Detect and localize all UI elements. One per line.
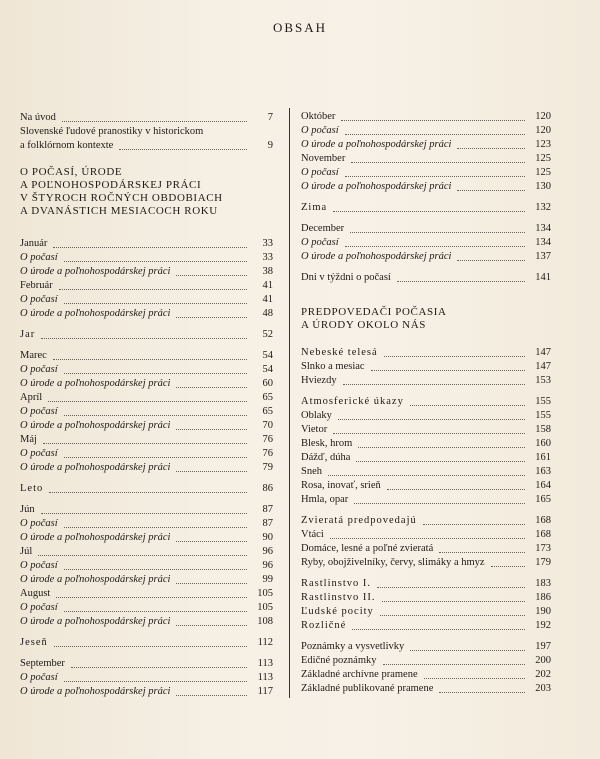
toc-entry-label: O počasí: [20, 518, 58, 529]
dot-leader: [341, 119, 525, 121]
toc-entry: [20, 376, 273, 390]
toc-entry: [20, 124, 273, 138]
toc-page-number: 164: [535, 480, 551, 491]
toc-entry: [301, 653, 551, 667]
toc-page-number: 96: [262, 560, 273, 571]
column-divider: [289, 108, 290, 698]
toc-entry-label: August: [20, 588, 51, 599]
toc-page-number: 147: [535, 347, 551, 358]
toc-entry-label: Dážď, dúha: [301, 452, 351, 463]
toc-page-number: 54: [262, 350, 273, 361]
toc-page-number: 202: [535, 669, 551, 680]
toc-entry-label: Jar: [20, 329, 36, 340]
toc-entry: [301, 408, 551, 422]
toc-entry-label: O počasí: [20, 448, 58, 459]
dot-leader: [424, 677, 525, 679]
toc-entry: [20, 544, 273, 558]
toc-page-number: 203: [535, 683, 551, 694]
toc-page-number: 134: [535, 223, 551, 234]
toc-entry: [301, 422, 551, 436]
toc-entry: [301, 478, 551, 492]
toc-entry-label: Sneh: [301, 466, 322, 477]
dot-leader: [457, 189, 525, 191]
toc-entry-label: Domáce, lesné a poľné zvieratá: [301, 543, 434, 554]
dot-leader: [457, 259, 525, 261]
toc-page-number: 153: [535, 375, 551, 386]
toc-page-number: 134: [535, 237, 551, 248]
toc-entry: [301, 151, 551, 165]
toc-page-number: 165: [535, 494, 551, 505]
toc-entry-label: Rastlinstvo I.: [301, 578, 372, 589]
toc-entry-label: O počasí: [20, 364, 58, 375]
dot-leader: [41, 512, 247, 514]
toc-entry-label: Ľudské pocity: [301, 606, 374, 617]
toc-entry: [301, 464, 551, 478]
toc-page-number: 192: [535, 620, 551, 631]
toc-entry: [301, 527, 551, 541]
toc-entry: [301, 492, 551, 506]
toc-page-number: 79: [262, 462, 273, 473]
toc-page-number: 65: [262, 392, 273, 403]
toc-entry: [20, 278, 273, 292]
toc-page-number: 99: [262, 574, 273, 585]
dot-leader: [176, 428, 247, 430]
toc-page-number: 33: [262, 238, 273, 249]
toc-entry-label: Blesk, hrom: [301, 438, 353, 449]
toc-entry-label: Ryby, obojživelníky, červy, slimáky a hmyz: [301, 557, 485, 568]
toc-entry-label: O úrode a poľnohospodárskej práci: [301, 251, 452, 262]
dot-leader: [64, 568, 247, 570]
toc-entry-label: Dni v týždni o počasí: [301, 272, 391, 283]
toc-page-number: 125: [535, 167, 551, 178]
toc-page-number: 183: [535, 578, 551, 589]
toc-entry: [301, 235, 551, 249]
toc-entry-label: Máj: [20, 434, 37, 445]
dot-leader: [328, 474, 525, 476]
toc-entry: [20, 327, 273, 341]
toc-page-number: 163: [535, 466, 551, 477]
toc-entry: [20, 460, 273, 474]
dot-leader: [64, 414, 247, 416]
toc-page-number: 38: [262, 266, 273, 277]
toc-page-number: 120: [535, 125, 551, 136]
dot-leader: [371, 369, 525, 371]
toc-page-number: 96: [262, 546, 273, 557]
toc-entry-label: O počasí: [301, 167, 339, 178]
toc-entry: [301, 345, 551, 359]
dot-leader: [350, 231, 525, 233]
toc-entry: [20, 138, 273, 152]
toc-page-number: 125: [535, 153, 551, 164]
dot-leader: [176, 274, 247, 276]
toc-entry-label: O počasí: [20, 406, 58, 417]
toc-entry: [20, 530, 273, 544]
toc-page-number: 112: [257, 637, 273, 648]
toc-entry: [301, 123, 551, 137]
dot-leader: [410, 404, 525, 406]
toc-entry: [20, 670, 273, 684]
toc-entry-label: Vtáci: [301, 529, 324, 540]
toc-entry: [20, 600, 273, 614]
dot-leader: [345, 133, 525, 135]
toc-page-number: 86: [262, 483, 273, 494]
dot-leader: [41, 337, 247, 339]
toc-page-number: 76: [262, 434, 273, 445]
toc-page-number: 179: [535, 557, 551, 568]
toc-entry: [301, 576, 551, 590]
section-heading-line: A DVANÁSTICH MESIACOCH ROKU: [20, 205, 218, 217]
dot-leader: [457, 147, 525, 149]
toc-page-number: 90: [262, 532, 273, 543]
toc-entry: [20, 614, 273, 628]
toc-page-number: 60: [262, 378, 273, 389]
toc-entry: [301, 109, 551, 123]
dot-leader: [64, 456, 247, 458]
toc-entry: [301, 165, 551, 179]
dot-leader: [209, 135, 247, 136]
toc-entry-label: Júl: [20, 546, 33, 557]
dot-leader: [383, 663, 525, 665]
toc-entry-label: Január: [20, 238, 48, 249]
toc-entry-label: Atmosferické úkazy: [301, 396, 404, 407]
toc-entry: [301, 270, 551, 284]
toc-entry-label: September: [20, 658, 65, 669]
toc-entry: [20, 481, 273, 495]
toc-page-number: 160: [535, 438, 551, 449]
toc-entry-label: O počasí: [20, 560, 58, 571]
toc-entry-label: O úrode a poľnohospodárskej práci: [301, 181, 452, 192]
toc-entry: [20, 572, 273, 586]
toc-entry: [301, 221, 551, 235]
toc-entry-label: Leto: [20, 483, 44, 494]
section-heading-line: PREDPOVEDAČI POČASIA: [301, 306, 447, 318]
toc-page-number: 155: [535, 410, 551, 421]
toc-entry-label: Jeseň: [20, 637, 48, 648]
dot-leader: [176, 582, 247, 584]
toc-page-number: 173: [535, 543, 551, 554]
toc-entry-label: O úrode a poľnohospodárskej práci: [301, 139, 452, 150]
section-heading-line: O POČASÍ, ÚRODE: [20, 166, 123, 178]
toc-entry: [301, 604, 551, 618]
dot-leader: [64, 302, 247, 304]
dot-leader: [384, 355, 525, 357]
toc-entry: [20, 236, 273, 250]
toc-entry-label: Rosa, inovať, srieň: [301, 480, 381, 491]
toc-entry: [20, 362, 273, 376]
dot-leader: [43, 442, 247, 444]
toc-entry: [301, 359, 551, 373]
dot-leader: [119, 148, 247, 150]
dot-leader: [62, 120, 247, 122]
toc-entry-label: Základné archívne pramene: [301, 669, 418, 680]
toc-page-number: 108: [257, 616, 273, 627]
toc-entry: [301, 373, 551, 387]
dot-leader: [356, 460, 525, 462]
toc-entry-label: Zima: [301, 202, 328, 213]
toc-entry: [301, 450, 551, 464]
toc-entry: [301, 200, 551, 214]
toc-page-number: 105: [257, 588, 273, 599]
dot-leader: [358, 446, 525, 448]
dot-leader: [64, 372, 247, 374]
toc-entry-label: November: [301, 153, 346, 164]
toc-page-number: 52: [262, 329, 273, 340]
dot-leader: [64, 526, 247, 528]
section-heading-line: A POĽNOHOSPODÁRSKEJ PRÁCI: [20, 179, 202, 191]
toc-entry-label: Hmla, opar: [301, 494, 349, 505]
toc-page-number: 7: [267, 112, 273, 123]
toc-page-number: 113: [257, 672, 273, 683]
toc-entry-label: a folklórnom kontexte: [20, 140, 114, 151]
toc-entry-label: Vietor: [301, 424, 328, 435]
dot-leader: [343, 383, 525, 385]
toc-entry: [301, 436, 551, 450]
toc-page-number: 161: [535, 452, 551, 463]
toc-entry: [301, 394, 551, 408]
dot-leader: [53, 246, 247, 248]
toc-entry-label: O počasí: [20, 294, 58, 305]
toc-entry-label: O počasí: [20, 672, 58, 683]
toc-entry-label: Rozličné: [301, 620, 347, 631]
dot-leader: [71, 666, 247, 668]
toc-entry-label: Základné publikované pramene: [301, 683, 434, 694]
toc-entry-label: Na úvod: [20, 112, 56, 123]
toc-page-number: 48: [262, 308, 273, 319]
toc-entry: [20, 558, 273, 572]
dot-leader: [64, 680, 247, 682]
dot-leader: [64, 260, 247, 262]
dot-leader: [387, 488, 525, 490]
dot-leader: [49, 491, 247, 493]
dot-leader: [333, 210, 525, 212]
toc-page-number: 132: [535, 202, 551, 213]
toc-entry: [301, 137, 551, 151]
dot-leader: [333, 432, 525, 434]
dot-leader: [64, 610, 247, 612]
dot-leader: [176, 470, 247, 472]
toc-entry-label: O počasí: [301, 125, 339, 136]
toc-page-number: 113: [257, 658, 273, 669]
toc-page-number: 190: [535, 606, 551, 617]
toc-entry-label: O počasí: [20, 602, 58, 613]
toc-entry: [301, 249, 551, 263]
toc-entry-label: O úrode a poľnohospodárskej práci: [20, 308, 171, 319]
toc-entry: [301, 513, 551, 527]
toc-entry-label: O úrode a poľnohospodárskej práci: [20, 574, 171, 585]
dot-leader: [354, 502, 525, 504]
toc-entry: [20, 292, 273, 306]
toc-page-number: 65: [262, 406, 273, 417]
dot-leader: [352, 628, 525, 630]
toc-entry-label: Oblaky: [301, 410, 332, 421]
toc-page-number: 54: [262, 364, 273, 375]
toc-page-number: 155: [535, 396, 551, 407]
dot-leader: [53, 358, 247, 360]
toc-page-number: 87: [262, 504, 273, 515]
toc-entry-label: Október: [301, 111, 336, 122]
toc-page-number: 141: [535, 272, 551, 283]
toc-entry-label: Apríl: [20, 392, 43, 403]
dot-leader: [423, 523, 525, 525]
toc-page-number: 105: [257, 602, 273, 613]
toc-entry: [20, 656, 273, 670]
toc-page-number: 33: [262, 252, 273, 263]
section-heading-line: V ŠTYROCH ROČNÝCH OBDOBIACH: [20, 192, 223, 204]
toc-entry-label: Jún: [20, 504, 35, 515]
dot-leader: [338, 418, 525, 420]
dot-leader: [345, 245, 525, 247]
toc-page-number: 137: [535, 251, 551, 262]
toc-entry: [301, 639, 551, 653]
toc-entry: [20, 418, 273, 432]
dot-leader: [345, 175, 525, 177]
toc-entry: [20, 110, 273, 124]
dot-leader: [410, 649, 525, 651]
toc-entry-label: Poznámky a vysvetlivky: [301, 641, 405, 652]
toc-entry-label: O úrode a poľnohospodárskej práci: [20, 686, 171, 697]
toc-page-number: 9: [267, 140, 273, 151]
toc-entry: [20, 348, 273, 362]
toc-entry: [20, 502, 273, 516]
dot-leader: [176, 694, 247, 696]
toc-entry: [20, 264, 273, 278]
toc-entry: [301, 590, 551, 604]
toc-entry-label: O úrode a poľnohospodárskej práci: [20, 532, 171, 543]
toc-entry: [301, 667, 551, 681]
toc-page-number: 186: [535, 592, 551, 603]
dot-leader: [351, 161, 525, 163]
toc-page-number: 168: [535, 515, 551, 526]
dot-leader: [491, 565, 525, 567]
dot-leader: [48, 400, 247, 402]
dot-leader: [439, 691, 525, 693]
toc-entry: [20, 446, 273, 460]
dot-leader: [176, 386, 247, 388]
toc-entry-label: Rastlinstvo II.: [301, 592, 376, 603]
toc-entry-label: Slnko a mesiac: [301, 361, 365, 372]
toc-entry-label: O počasí: [20, 252, 58, 263]
dot-leader: [176, 540, 247, 542]
toc-page-number: 87: [262, 518, 273, 529]
toc-page-number: 197: [535, 641, 551, 652]
toc-page-number: 120: [535, 111, 551, 122]
toc-entry: [20, 250, 273, 264]
toc-entry: [20, 432, 273, 446]
dot-leader: [59, 288, 247, 290]
dot-leader: [176, 316, 247, 318]
toc-page-number: 41: [262, 280, 273, 291]
toc-page-number: 117: [257, 686, 273, 697]
toc-entry-label: O úrode a poľnohospodárskej práci: [20, 420, 171, 431]
dot-leader: [56, 596, 247, 598]
toc-page-number: 158: [535, 424, 551, 435]
toc-entry: [20, 404, 273, 418]
toc-page-number: 76: [262, 448, 273, 459]
dot-leader: [176, 624, 247, 626]
toc-entry: [301, 555, 551, 569]
toc-entry-label: December: [301, 223, 345, 234]
toc-page-number: 123: [535, 139, 551, 150]
toc-entry: [20, 306, 273, 320]
dot-leader: [377, 586, 525, 588]
toc-page-number: 130: [535, 181, 551, 192]
toc-entry-label: O úrode a poľnohospodárskej práci: [20, 266, 171, 277]
toc-entry-label: O počasí: [301, 237, 339, 248]
dot-leader: [380, 614, 525, 616]
toc-entry: [20, 516, 273, 530]
dot-leader: [38, 554, 247, 556]
toc-page-number: 200: [535, 655, 551, 666]
toc-entry: [20, 635, 273, 649]
toc-entry: [301, 618, 551, 632]
toc-page-number: 147: [535, 361, 551, 372]
section-heading-line: A ÚRODY OKOLO NÁS: [301, 319, 426, 331]
toc-entry-label: O úrode a poľnohospodárskej práci: [20, 462, 171, 473]
dot-leader: [397, 280, 525, 282]
dot-leader: [382, 600, 526, 602]
toc-page-number: 70: [262, 420, 273, 431]
toc-entry: [301, 681, 551, 695]
toc-entry-label: Február: [20, 280, 53, 291]
toc-entry-label: O úrode a poľnohospodárskej práci: [20, 378, 171, 389]
toc-entry: [301, 541, 551, 555]
dot-leader: [439, 551, 525, 553]
toc-entry: [20, 586, 273, 600]
toc-entry: [20, 684, 273, 698]
toc-page-number: 168: [535, 529, 551, 540]
toc-entry-label: Edičné poznámky: [301, 655, 377, 666]
dot-leader: [330, 537, 525, 539]
toc-entry-label: Zvieratá predpovedajú: [301, 515, 417, 526]
toc-entry-label: Hviezdy: [301, 375, 337, 386]
dot-leader: [54, 645, 247, 647]
toc-entry-label: Nebeské telesá: [301, 347, 378, 358]
toc-page-number: 41: [262, 294, 273, 305]
toc-entry: [301, 179, 551, 193]
toc-entry-label: Slovenské ľudové pranostiky v historickom: [20, 126, 204, 137]
page-title: OBSAH: [272, 20, 328, 35]
toc-entry-label: Marec: [20, 350, 47, 361]
toc-entry-label: O úrode a poľnohospodárskej práci: [20, 616, 171, 627]
toc-entry: [20, 390, 273, 404]
